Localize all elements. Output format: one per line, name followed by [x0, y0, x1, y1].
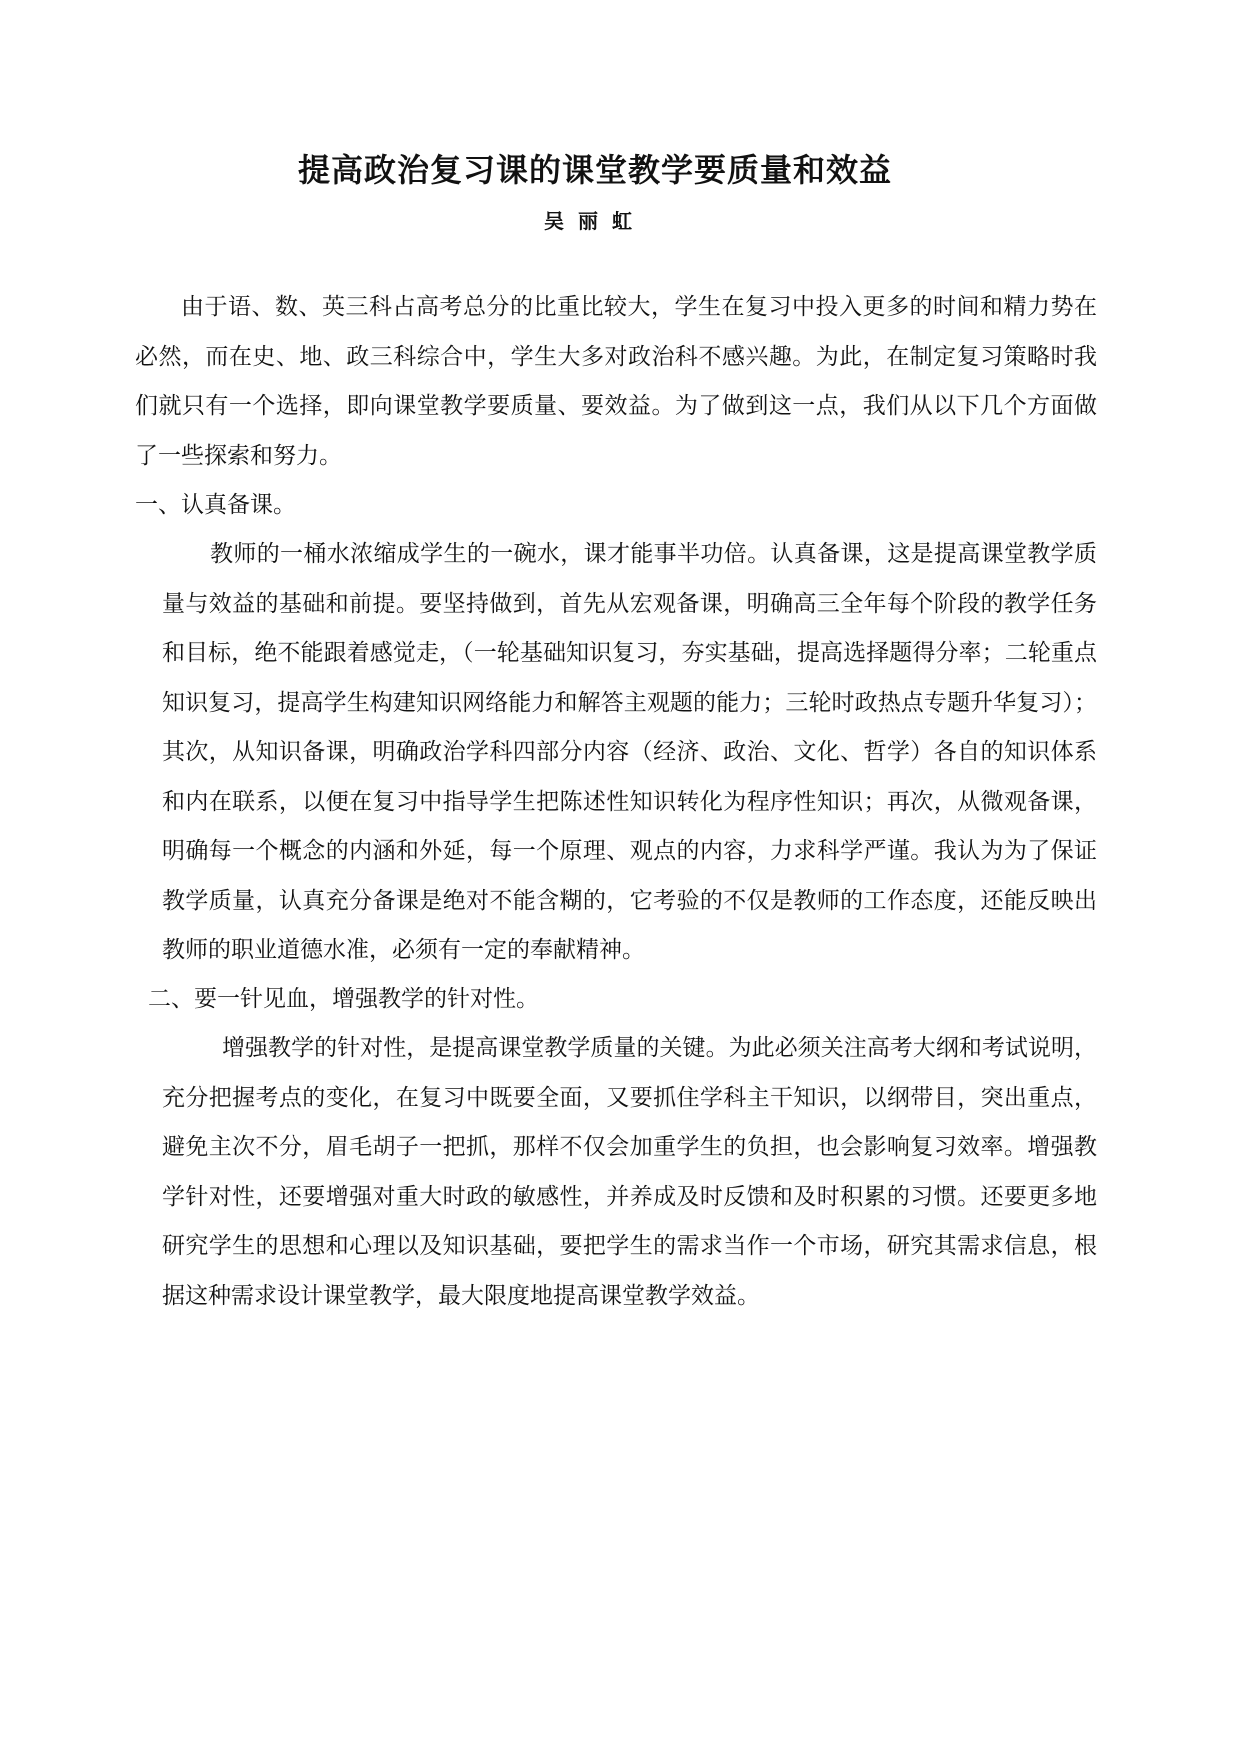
intro-paragraph: 由于语、数、英三科占高考总分的比重比较大，学生在复习中投入更多的时间和精力势在必然，而在史、地、政三科综合中，学生大多对政治科不感兴趣。为此，在制定复习策略时我们就只有一个选择，即向课堂教学要质量、要效益。为了做到这一点，我们从以下几个方面做了一些探索和努力。: [135, 294, 1097, 469]
author-name: 吴丽虹: [544, 209, 646, 233]
section-heading-2: 二、要一针见血，增强教学的针对性。: [148, 986, 539, 1012]
section-heading-1: 一、认真备课。: [135, 492, 296, 518]
document-title: 提高政治复习课的课堂教学要质量和效益: [297, 151, 892, 189]
section-body-1: 教师的一桶水浓缩成学生的一碗水，课才能事半功倍。认真备课，这是提高课堂教学质量与效益的基础和前提。要坚持做到，首先从宏观备课，明确高三全年每个阶段的教学任务和目标，绝不能跟着感觉走，（一轮基础知识复习，夯实基础，提高选择题得分率；二轮重点知识复习，提高学生构建知识网络能力和解答主观题的能力；三轮时政热点专题升华复习）；其次，从知识备课，明确政治学科四部分内容（经济、政治、文化、哲学）各自的知识体系和内在联系，以便在复习中指导学生把陈述性知识转化为程序性知识；再次，从微观备课，明确每一个概念的内涵和外延，每一个原理、观点的内容，力求科学严谨。我认为为了保证教学质量，认真充分备课是绝对不能含糊的，它考验的不仅是教师的工作态度，还能反映出教师的职业道德水准，必须有一定的奉献精神。: [162, 541, 1097, 963]
section-body-2: 增强教学的针对性，是提高课堂教学质量的关键。为此必须关注高考大纲和考试说明，充分把握考点的变化，在复习中既要全面，又要抓住学科主干知识，以纲带目，突出重点，避免主次不分，眉毛胡子一把抓，那样不仅会加重学生的负担，也会影响复习效率。增强教学针对性，还要增强对重大时政的敏感性，并养成及时反馈和及时积累的习惯。还要更多地研究学生的思想和心理以及知识基础，要把学生的需求当作一个市场，研究其需求信息，根据这种需求设计课堂教学，最大限度地提高课堂教学效益。: [162, 1035, 1097, 1309]
